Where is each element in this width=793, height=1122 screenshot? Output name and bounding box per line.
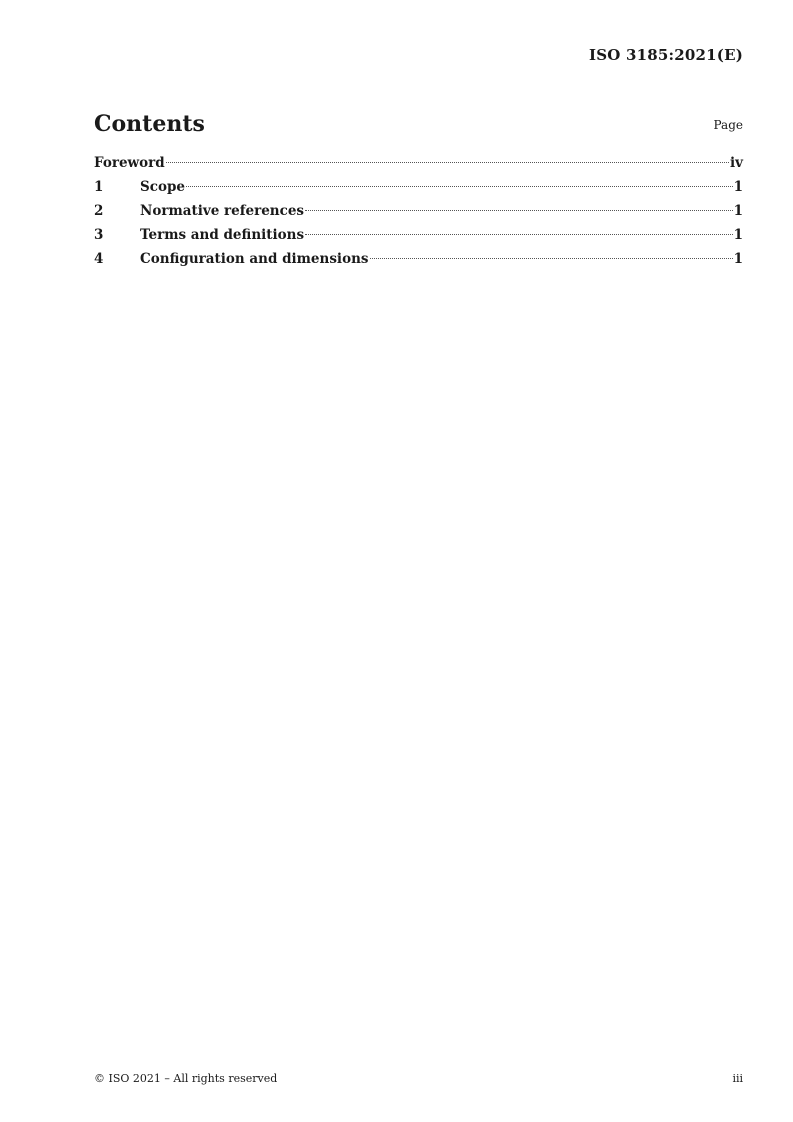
document-id: ISO 3185:2021(E) [589, 46, 743, 64]
toc-entry-configuration-and-dimensions[interactable] [94, 251, 743, 275]
toc-entry-number: 3 [94, 227, 104, 243]
contents-heading: Contents [94, 111, 205, 137]
toc-entry-page: 1 [733, 251, 743, 267]
toc-entry-page: 1 [733, 203, 743, 219]
toc-entry-title[interactable]: Foreword [94, 155, 165, 171]
toc-leader-dots [370, 258, 733, 259]
toc-entry-title[interactable]: Configuration and dimensions [140, 251, 369, 267]
toc-entry-page: 1 [733, 179, 743, 195]
toc-entry-page: iv [730, 155, 743, 171]
toc-entry-normative-references[interactable] [94, 203, 743, 227]
toc-leader-dots [186, 186, 733, 187]
toc-entry-scope[interactable] [94, 179, 743, 203]
toc-entry-page: 1 [733, 227, 743, 243]
copyright-notice: © ISO 2021 – All rights reserved [94, 1072, 278, 1085]
toc-entry-number: 1 [94, 179, 104, 195]
toc-entry-number: 2 [94, 203, 104, 219]
toc-entry-title[interactable]: Normative references [140, 203, 305, 219]
page-number: iii [732, 1072, 743, 1085]
toc-entry-number: 4 [94, 251, 104, 267]
toc-leader-dots [166, 162, 729, 163]
toc-entry-foreword[interactable] [94, 155, 743, 179]
toc-leader-dots [305, 234, 733, 235]
table-of-contents [94, 155, 743, 275]
toc-entry-title[interactable]: Terms and definitions [140, 227, 305, 243]
page-column-label: Page [713, 118, 743, 132]
toc-entry-terms-and-definitions[interactable] [94, 227, 743, 251]
toc-leader-dots [305, 210, 733, 211]
toc-entry-title[interactable]: Scope [140, 179, 186, 195]
